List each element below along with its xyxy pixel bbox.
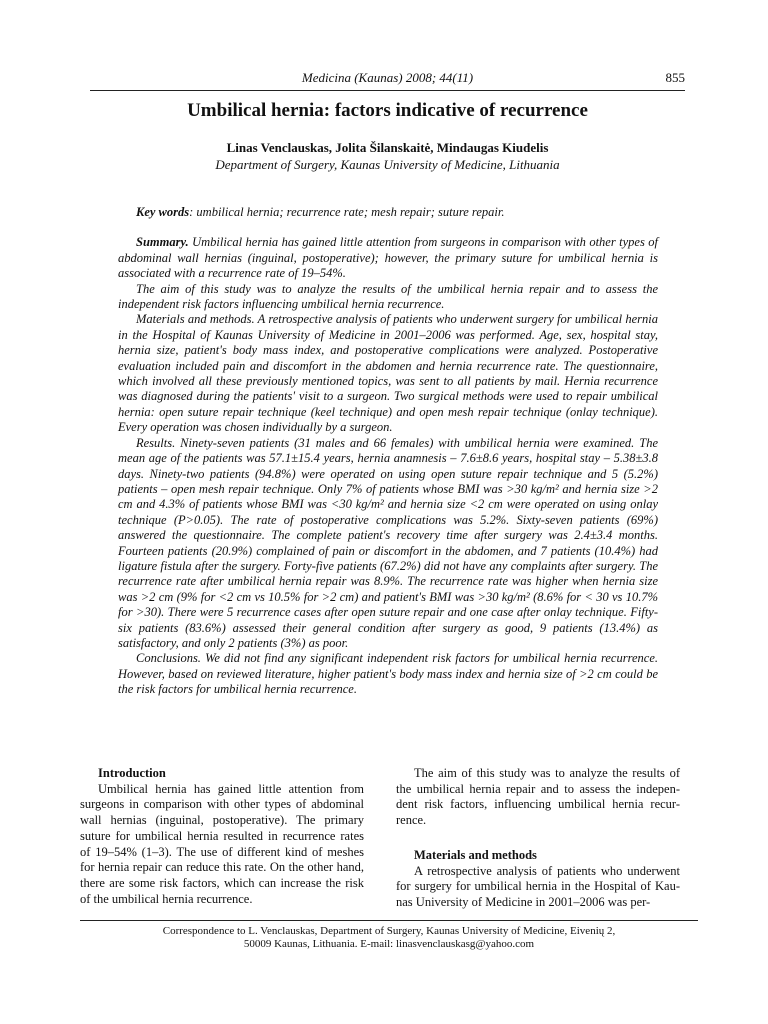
journal-citation: Medicina (Kaunas) 2008; 44(11) bbox=[301, 70, 474, 85]
author-affiliation: Department of Surgery, Kaunas University of Medicine, Lithuania bbox=[215, 157, 560, 172]
summary-text: Umbilical hernia has gained little attention from surgeons in comparison with other types of abdominal wall hernias (inguinal, postoperative); however, the primary suture for umbilical hernia is associated with a recurrence rate of 19–54%. bbox=[118, 235, 658, 281]
article-authors: Linas Venclauskas, Jolita Šilanskaitė, Mindaugas Kiudelis bbox=[226, 140, 549, 155]
abstract-methods: Materials and methods. A retrospective analysis of patients who underwent surgery for umbilical hernia in the Hospital of Kaunas University of Medicine in 2001–2006 was performed. Age, sex, hospital stay, hernia size, patient's body mass index, and postoperative complications were analyzed. Postoperative evaluation included pain and discomfort in the abdomen and hernia recurrence rate. The questionnaire, which involved all these previously mentioned topics, was sent to all patients by mail. Hernia recurrence was diagnosed during the patients' visit to a surgeon. Two surgical methods were used to repair umbilical hernia: open suture repair technique (keel technique) and open mesh repair technique (onlay technique). Every operation was chosen individually by a surgeon. bbox=[118, 312, 658, 435]
keywords-text: : umbilical hernia; recurrence rate; mesh repair; suture repair. bbox=[189, 205, 505, 219]
abstract bbox=[118, 205, 658, 698]
methods-paragraph: A retrospective analysis of patients who underwent for surgery for umbilical hernia in the Hospital of Kau-nas University of Medicine in 2001–2006 was per- bbox=[396, 863, 680, 909]
keywords-label: Key words bbox=[136, 205, 190, 219]
body-column-left bbox=[80, 766, 364, 907]
keywords bbox=[118, 205, 658, 220]
footnote-line-2: 50009 Kaunas, Lithuania. E-mail: linasvenclauskasg@yahoo.com bbox=[243, 937, 535, 950]
running-head bbox=[90, 68, 685, 91]
introduction-heading: Introduction bbox=[98, 766, 166, 780]
methods-heading: Materials and methods bbox=[414, 847, 537, 862]
body-column-right bbox=[396, 766, 680, 911]
article-title: Umbilical hernia: factors indicative of recurrence bbox=[187, 100, 588, 121]
page-number: 855 bbox=[665, 70, 685, 85]
aim-paragraph: The aim of this study was to analyze the results of the umbilical hernia repair and to assess the indepen-dent risk factors, influencing umbilical hernia recur-rence. bbox=[396, 766, 680, 828]
abstract-aim: The aim of this study was to analyze the results of the umbilical hernia repair and to assess the independent risk factors influencing umbilical hernia recurrence. bbox=[118, 281, 658, 312]
introduction-paragraph: Umbilical hernia has gained little attention from surgeons in comparison with other types of abdominal wall hernias (inguinal, postoperative). The primary suture for umbilical hernia resulted in recurrence rates of 19–54% (1–3). The use of different kind of meshes for hernia repair can reduce this rate. On the other hand, there are some risk factors, which can increase the risk of the umbilical hernia recurrence. bbox=[80, 781, 364, 906]
abstract-conclusions: Conclusions. We did not find any significant independent risk factors for umbilical hernia recurrence. However, based on reviewed literature, higher patient's body mass index and hernia size of >2 cm could be the risk factors for umbilical hernia recurrence. bbox=[118, 651, 658, 697]
summary-label: Summary. bbox=[136, 235, 189, 250]
footnote-line-1: Correspondence to L. Venclauskas, Department of Surgery, Kaunas University of Medicine, Eivenių 2, bbox=[162, 925, 616, 937]
correspondence-footnote bbox=[80, 920, 698, 950]
abstract-summary bbox=[118, 235, 658, 281]
abstract-results: Results. Ninety-seven patients (31 males and 66 females) with umbilical hernia were examined. The mean age of the patients was 57.1±15.4 years, hernia anamnesis – 7.6±8.6 years, hospital stay – 5.38±3.8 days. Ninety-two patients (94.8%) were operated on using open suture repair technique and 5 (5.2%) patients – open mesh repair technique. Only 7% of patients whose BMI was >30 kg/m² and hernia size >2 cm and 4.3% of patients whose BMI was <30 kg/m² and hernia size <2 cm were operated on using onlay technique (P>0.05). The rate of postoperative complications was 5.2%. Sixty-seven patients (69%) answered the questionnaire. The complete patient's recovery time after surgery was 2.4±3.4 months. Fourteen patients (20.9%) complained of pain or discomfort in the abdomen, and 7 patients (10.4%) had ligature fistula after the surgery. Forty-five patients (67.2%) did not have any complaints after surgery. The recurrence rate after umbilical hernia repair was 8.9%. The recurrence rate was higher when hernia size was >2 cm (9% for <2 cm vs 10.5% for >2 cm) and patient's BMI was >30 kg/m² (8.6% for < 30 vs 10.7% for >30). There were 5 recurrence cases after open suture repair and one case after onlay technique. Fifty-six patients (83.6%) assessed their general condition after surgery as good, 9 patients (13.4%) as satisfactory, and only 2 patients (3%) as poor. bbox=[118, 435, 658, 650]
